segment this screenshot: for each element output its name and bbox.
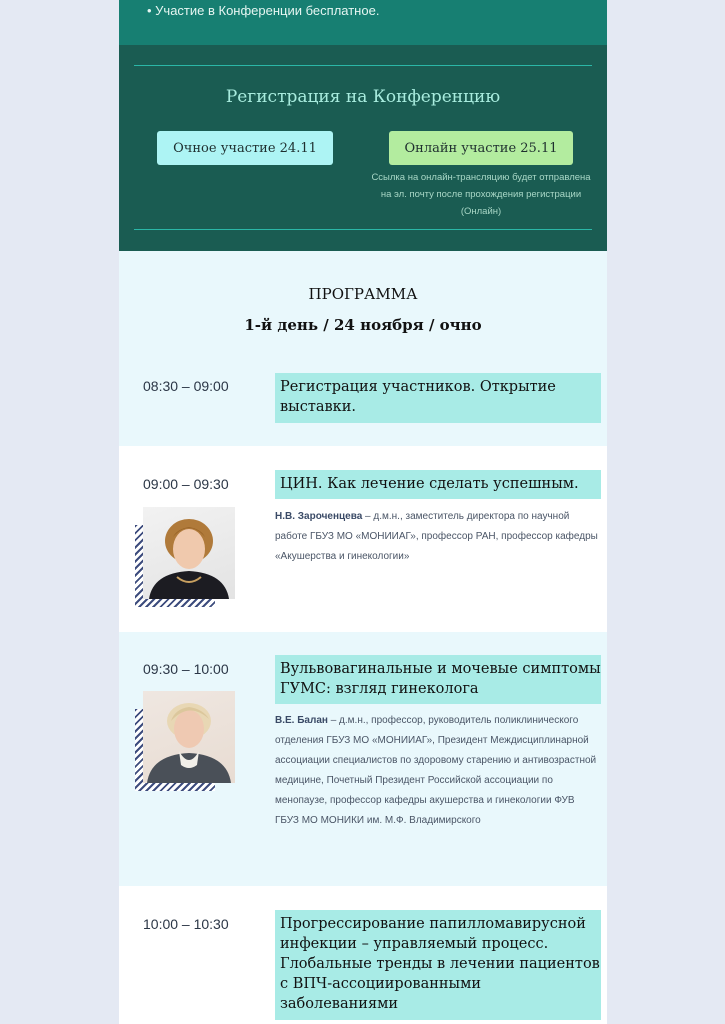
speaker-name: Н.В. Зароченцева bbox=[275, 511, 363, 522]
info-band bbox=[119, 0, 607, 45]
program-subtitle: 1-й день / 24 ноября / очно bbox=[244, 316, 482, 334]
program-title: ПРОГРАММА bbox=[308, 285, 418, 303]
speaker-description: – д.м.н., профессор, руководитель поликлинического отделения ГБУЗ МО «МОНИИАГ», Президент Междисциплинарной ассоциации специалистов по здоровому старению и антивозрастной медицине, Почетный Президент Российской ассоциации по менопаузе, профессор кафедры акушерства и гинекологии ФУВ ГБУЗ МО МОНИКИ им. М.Ф. Владимирского bbox=[275, 715, 597, 826]
portrait-illustration bbox=[143, 507, 235, 599]
time-slot: 09:00 – 09:30 bbox=[143, 476, 229, 492]
program-section-2 bbox=[119, 446, 607, 632]
time-slot: 09:30 – 10:00 bbox=[143, 661, 229, 677]
time-slot: 08:30 – 09:00 bbox=[143, 378, 229, 394]
topic-title: ЦИН. Как лечение сделать успешным. bbox=[275, 470, 601, 499]
speaker-bio bbox=[275, 711, 601, 856]
speaker-bio bbox=[275, 507, 601, 569]
topic-title: Вульвовагинальные и мочевые симптомы ГУМС: взгляд гинеколога bbox=[275, 655, 601, 704]
registration-title: Регистрация на Конференцию bbox=[225, 87, 501, 107]
offline-registration-button[interactable]: Очное участие 24.11 bbox=[157, 131, 333, 165]
speaker-portrait bbox=[143, 507, 235, 599]
divider bbox=[134, 229, 592, 230]
program-section-3 bbox=[119, 632, 607, 886]
portrait-illustration bbox=[143, 691, 235, 783]
topic-title: Регистрация участников. Открытие выставки. bbox=[275, 373, 601, 423]
email-content bbox=[119, 0, 607, 1024]
time-slot: 10:00 – 10:30 bbox=[143, 916, 229, 932]
online-hint: Ссылка на онлайн-трансляцию будет отправлена на эл. почту после прохождения регистрации (Онлайн) bbox=[371, 172, 591, 217]
speaker-portrait bbox=[143, 691, 235, 783]
speaker-name: В.Е. Балан bbox=[275, 715, 328, 726]
registration-block bbox=[119, 45, 607, 251]
speaker-photo bbox=[135, 691, 235, 791]
speaker-description: – д.м.н., заместитель директора по научной работе ГБУЗ МО «МОНИИАГ», профессор РАН, профессор кафедры «Акушерства и гинекологии» bbox=[275, 511, 598, 562]
online-registration-button[interactable]: Онлайн участие 25.11 bbox=[389, 131, 573, 165]
divider bbox=[134, 65, 592, 66]
topic-title: Прогрессирование папилломавирусной инфекции – управляемый процесс. Глобальные тренды в лечении пациентов с ВПЧ-ассоциированными заболеваниями bbox=[275, 910, 601, 1020]
program-section-1 bbox=[119, 251, 607, 446]
free-participation-note: • Участие в Конференции бесплатное. bbox=[147, 3, 380, 18]
speaker-photo bbox=[135, 507, 235, 607]
program-section-4 bbox=[119, 886, 607, 1024]
